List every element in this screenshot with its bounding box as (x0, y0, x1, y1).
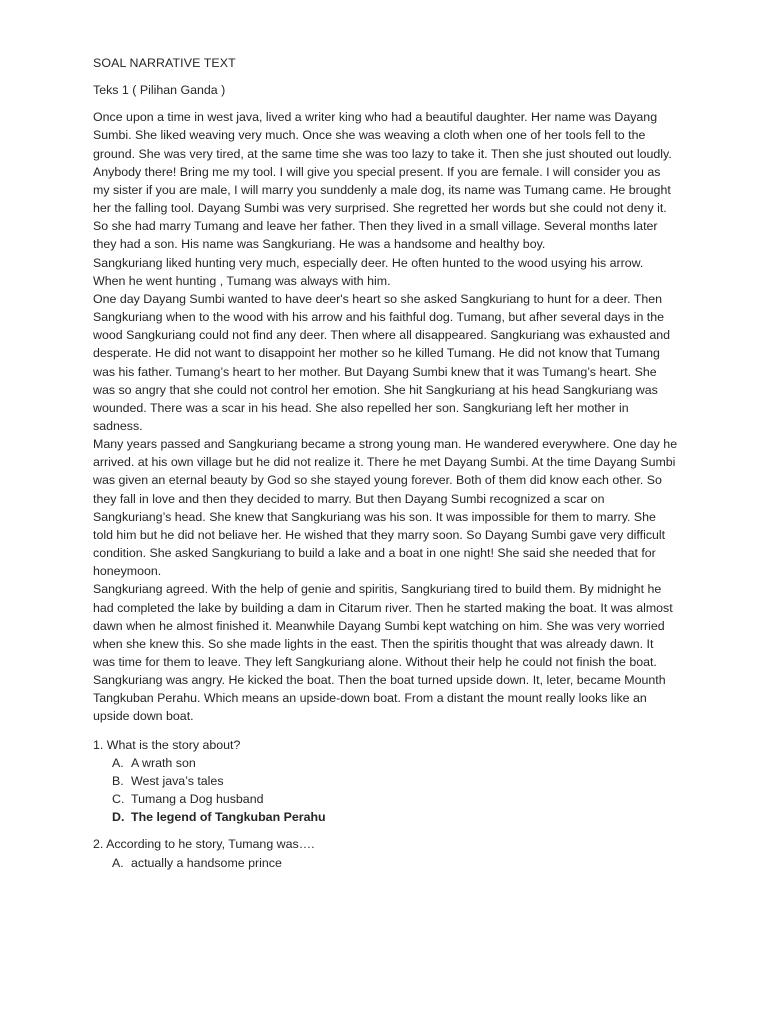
story-paragraph: Sangkuriang was angry. He kicked the boat. Then the boat turned upside down. It, leter, became Mounth Tangkuban Perahu. Which means an upside-down boat. From a distant the mount really looks like an upside down boat. (93, 673, 666, 724)
answer-option-c (112, 790, 678, 808)
option-text: A wrath son (131, 755, 196, 770)
option-text: West java’s tales (131, 773, 224, 788)
question-text: 2. According to he story, Tumang was…. (93, 837, 315, 852)
question-text: 1. What is the story about? (93, 737, 241, 752)
answer-option-d (112, 808, 678, 826)
story-paragraph: Once upon a time in west java, lived a writer king who had a beautiful daughter. Her name was Dayang Sumbi. She liked weaving very much. Once she was weaving a cloth when one of her tools fell to the ground. She was very tired, at the same time she was too lazy to take it. Then she just shouted out loudly. (93, 110, 672, 161)
answer-option-a (112, 854, 678, 872)
option-text: The legend of Tangkuban Perahu (131, 810, 326, 825)
document-page (93, 54, 678, 881)
question-1 (93, 736, 678, 827)
story-paragraph: Many years passed and Sangkuriang became a strong young man. He wandered everywhere. One day he arrived. at his own village but he did not realize it. There he met Dayang Sumbi. At the time Dayang Sumbi was given an eternal beauty by God so she stayed young forever. Both of them did know each other. So they fall in love and then they decided to marry. But then Dayang Sumbi recognized a scar on Sangkuriang’s head. She knew that Sangkuriang was his son. It was impossible for them to marry. She told him but he did not beliave her. He wished that they marry soon. So Dayang Sumbi gave very difficult condition. She asked Sangkuriang to build a lake and a boat in one night! She said she needed that for honeymoon. (93, 437, 678, 579)
option-letter: C. (112, 792, 125, 807)
option-text: Tumang a Dog husband (131, 792, 264, 807)
document-title: SOAL NARRATIVE TEXT (93, 56, 236, 70)
option-letter: A. (112, 855, 124, 870)
document-subtitle: Teks 1 ( Pilihan Ganda ) (93, 83, 226, 98)
answer-options (93, 854, 678, 872)
answer-option-b (112, 772, 678, 790)
story-paragraph: Sangkuriang agreed. With the help of genie and spiritis, Sangkuriang tired to build them. By midnight he had completed the lake by building a dam in Citarum river. Then he started making the boat. It was almost dawn when he almost finished it. Meanwhile Dayang Sumbi kept watching on him. She was very worried when she knew this. So she made lights in the east. Then the spiritis thought that was already dawn. It was time for them to leave. They left Sangkuriang alone. Without their help he could not finish the boat. (93, 582, 673, 669)
question-list (93, 736, 678, 872)
option-letter: B. (112, 773, 124, 788)
answer-option-a (112, 754, 678, 772)
option-letter: D. (112, 810, 125, 825)
story-paragraph: Anybody there! Bring me my tool. I will give you special present. If you are female. I will consider you as my sister if you are male, I will marry you sunddenly a male dog, its name was Tumang came. He brought her the falling tool. Dayang Sumbi was very surprised. She regretted her words but she could not deny it. So she had marry Tumang and leave her father. Then they lived in a small village. Several months later they had a son. His name was Sangkuriang. He was a handsome and healthy boy. (93, 164, 671, 252)
story-paragraph: One day Dayang Sumbi wanted to have deer's heart so she asked Sangkuriang to hunt for a deer. Then Sangkuriang when to the wood with his arrow and his faithful dog. Tumang, but afher several days in the wood Sangkuriang could not find any deer. Then where all disappeared. Sangkuriang was exhausted and desperate. He did not want to disappoint her mother so he killed Tumang. He did not know that Tumang was his father. Tumang’s heart to her mother. But Dayang Sumbi knew that it was Tumang’s heart. She was so angry that she could not control her emotion. She hit Sangkuriang at his head Sangkuriang was wounded. There was a scar in his head. She also repelled her son. Sangkuriang left her mother in sadness. (93, 291, 671, 433)
answer-options (93, 754, 678, 827)
option-text: actually a handsome prince (131, 855, 282, 870)
question-2 (93, 835, 678, 871)
story-paragraph: Sangkuriang liked hunting very much, especially deer. He often hunted to the wood usying his arrow. When he went hunting , Tumang was always with him. (93, 255, 644, 288)
option-letter: A. (112, 755, 124, 770)
story-text (93, 108, 678, 725)
